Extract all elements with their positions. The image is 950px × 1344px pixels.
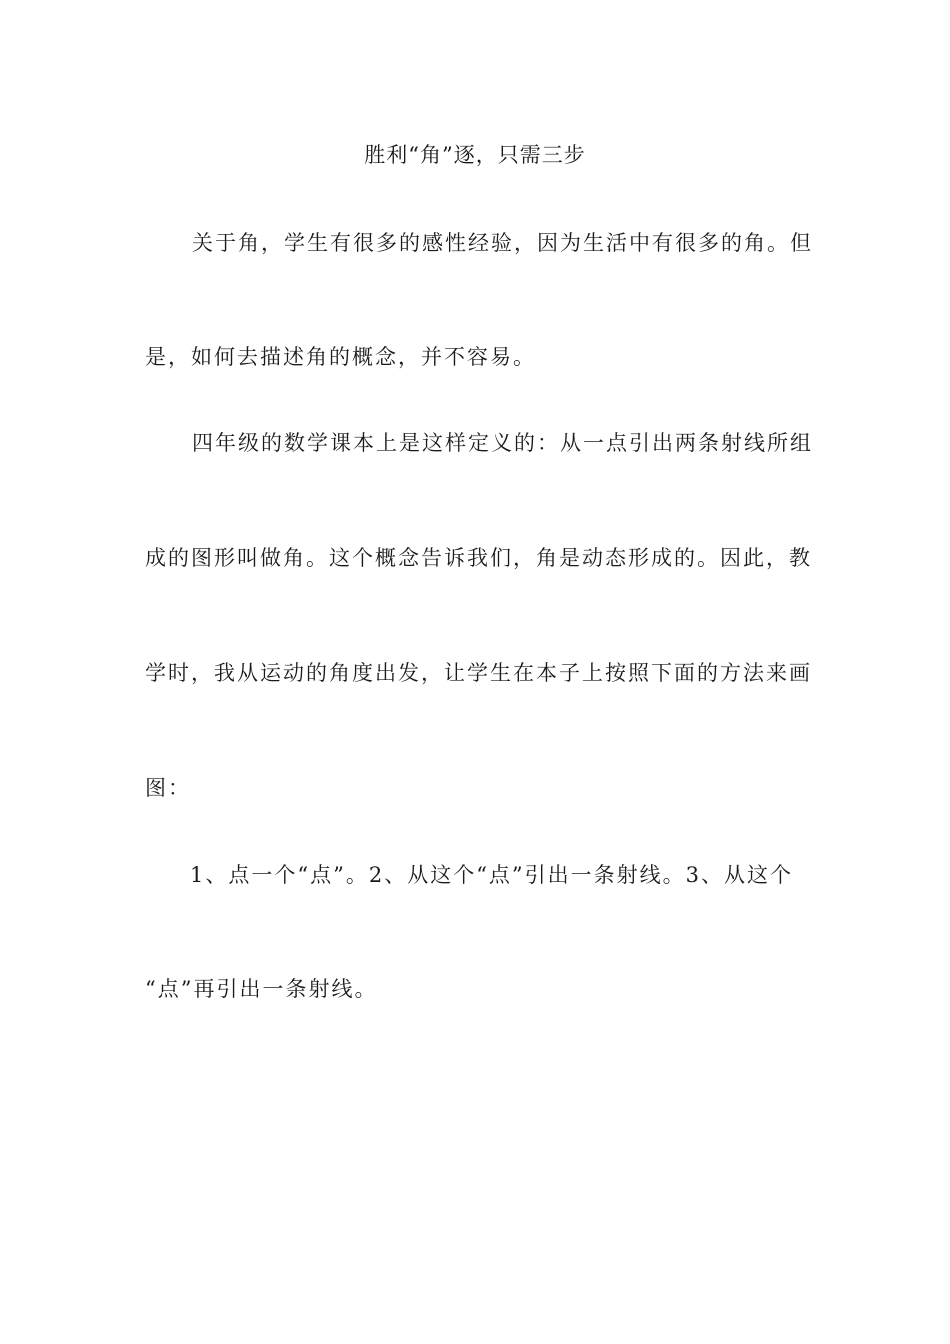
paragraph-line: 图： — [145, 776, 191, 800]
document-title: 胜利“角”逐，只需三步 — [364, 143, 586, 167]
paragraph-line: 是，如何去描述角的概念，并不容易。 — [145, 345, 536, 369]
paragraph-line: 1、点一个“点”。2、从这个“点”引出一条射线。3、从这个 — [190, 863, 794, 887]
paragraph-line: “点”再引出一条射线。 — [145, 977, 378, 1001]
paragraph-line: 成的图形叫做角。这个概念告诉我们，角是动态形成的。因此，教 — [145, 546, 812, 570]
paragraph-line: 学时，我从运动的角度出发，让学生在本子上按照下面的方法来画 — [145, 661, 812, 685]
paragraph-line: 四年级的数学课本上是这样定义的：从一点引出两条射线所组 — [192, 431, 813, 455]
paragraph-line: 关于角，学生有很多的感性经验，因为生活中有很多的角。但 — [192, 231, 813, 255]
